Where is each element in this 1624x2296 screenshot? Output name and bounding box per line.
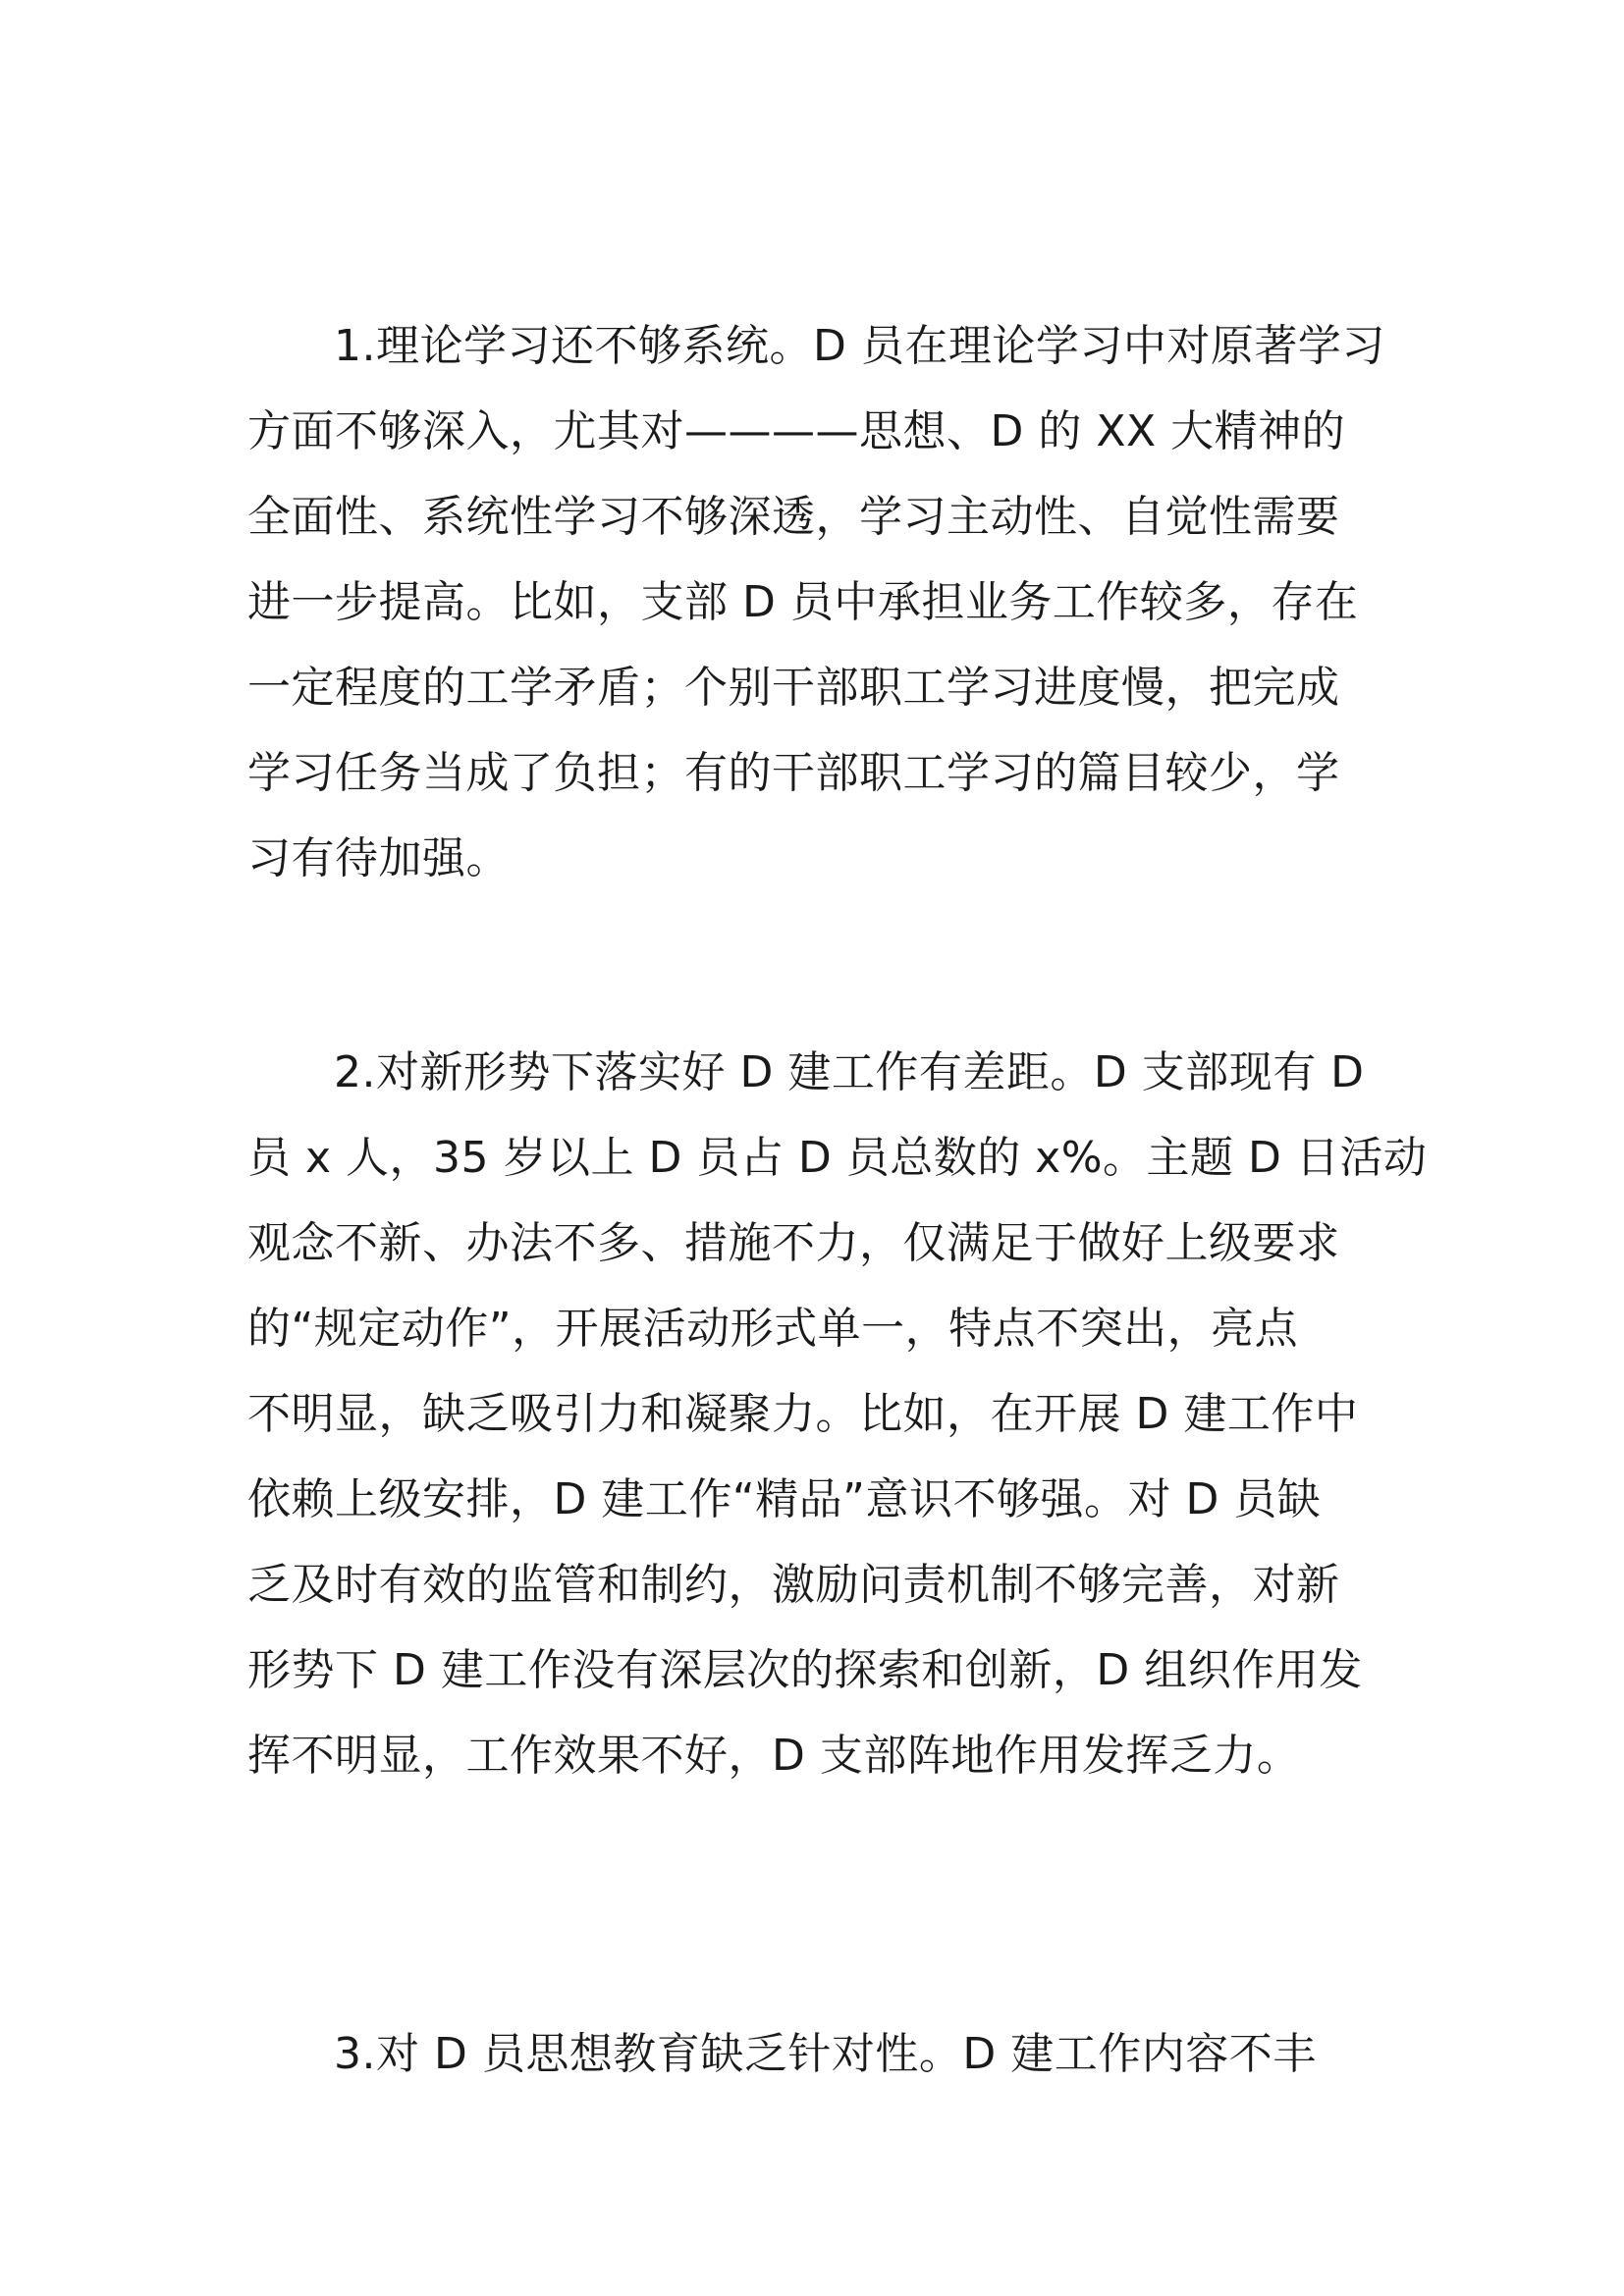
paragraph-line: 形势下 D 建工作没有深层次的探索和创新，D 组织作用发 [247,1645,1363,1695]
paragraph-line: 员 x 人，35 岁以上 D 员占 D 员总数的 x%。主题 D 日活动 [247,1133,1428,1183]
paragraph-line: 1.理论学习还不够系统。D 员在理论学习中对原著学习 [334,321,1385,371]
paragraph-line: 不明显，缺乏吸引力和凝聚力。比如，在开展 D 建工作中 [247,1389,1359,1439]
paragraph-line: 全面性、系统性学习不够深透，学习主动性、自觉性需要 [247,492,1340,542]
paragraph-line: 习有待加强。 [247,833,510,883]
paragraph-line: 2.对新形势下落实好 D 建工作有差距。D 支部现有 D [334,1047,1365,1097]
paragraph-line: 一定程度的工学矛盾；个别干部职工学习进度慢，把完成 [247,663,1340,713]
paragraph-line: 进一步提高。比如，支部 D 员中承担业务工作较多，存在 [247,577,1359,627]
paragraph-line: 3.对 D 员思想教育缺乏针对性。D 建工作内容不丰 [334,2029,1317,2079]
paragraph-line: 乏及时有效的监管和制约，激励问责机制不够完善，对新 [247,1560,1340,1610]
paragraph-line: 挥不明显，工作效果不好，D 支部阵地作用发挥乏力。 [247,1731,1301,1781]
paragraph-line: 依赖上级安排，D 建工作“精品”意识不够强。对 D 员缺 [247,1474,1322,1524]
paragraph-line: 观念不新、办法不多、措施不力，仅满足于做好上级要求 [247,1218,1340,1268]
paragraph-line: 的“规定动作”，开展活动形式单一，特点不突出，亮点 [247,1304,1299,1354]
paragraph-line: 学习任务当成了负担；有的干部职工学习的篇目较少，学 [247,748,1340,798]
document-page [247,0,1428,2296]
paragraph-line: 方面不够深入，尤其对————思想、D 的 XX 大精神的 [247,406,1346,456]
